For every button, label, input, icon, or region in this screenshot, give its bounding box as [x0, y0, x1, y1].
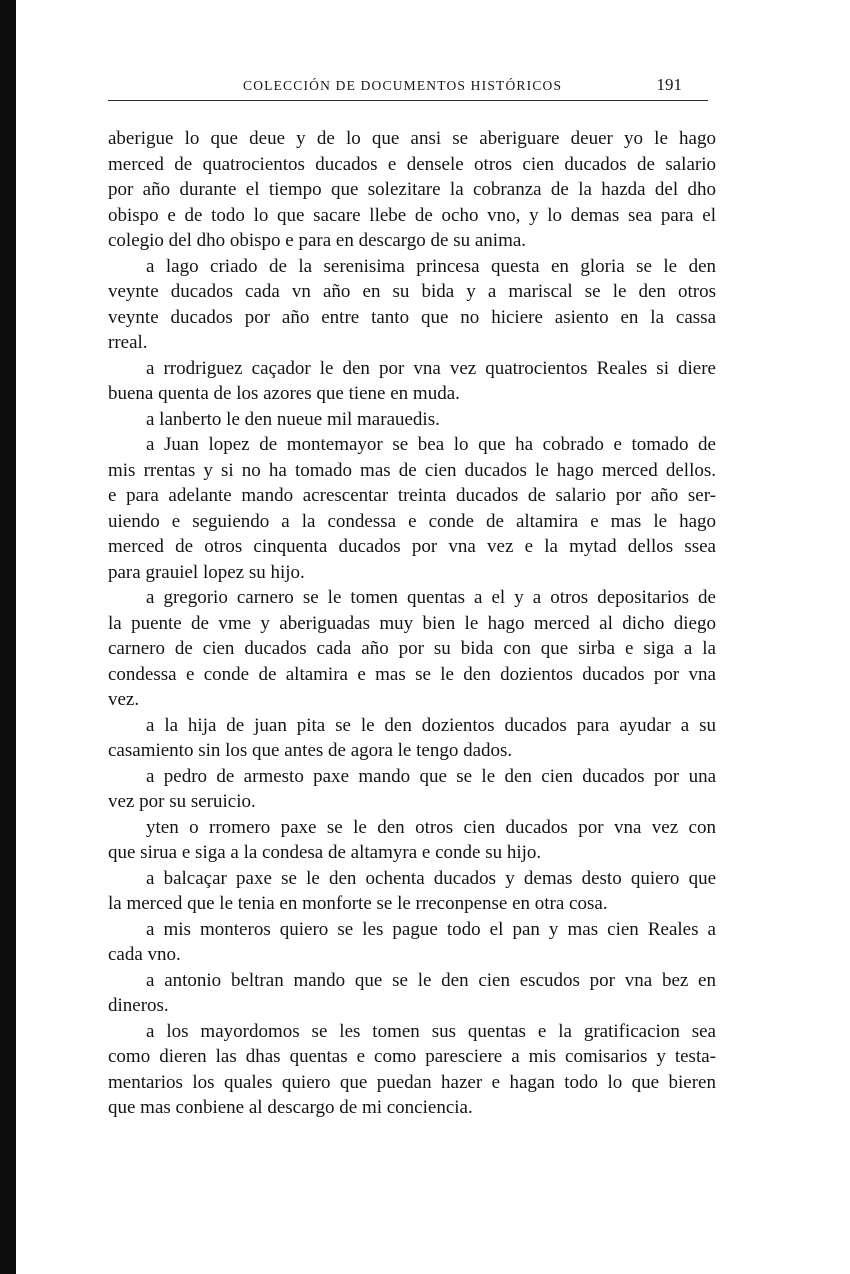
- text-line: condessa e conde de altamira e mas se le den dozientos ducados por vna: [108, 663, 716, 685]
- text-line: e para adelante mando acrescentar treinta ducados de salario por año ser-: [108, 485, 716, 506]
- text-line: vez por su seruicio.: [108, 791, 256, 812]
- text-line: a antonio beltran mando que se le den cien escudos por vna bez en: [146, 969, 716, 991]
- page-number: 191: [656, 75, 682, 94]
- text-line: buena quenta de los azores que tiene en muda.: [108, 383, 460, 404]
- text-line: merced de quatrocientos ducados e densele otros cien ducados de salario: [108, 153, 716, 175]
- text-line: obispo e de todo lo que sacare llebe de ocho vno, y lo demas sea para el: [108, 204, 716, 226]
- text-line: carnero de cien ducados cada año por su bida con que sirba e siga a la: [108, 638, 716, 659]
- running-title: COLECCIÓN DE DOCUMENTOS HISTÓRICOS: [243, 78, 563, 93]
- text-line: a Juan lopez de montemayor se bea lo que ha cobrado e tomado de: [146, 434, 716, 455]
- text-line: a lago criado de la serenisima princesa questa en gloria se le den: [146, 255, 716, 277]
- page-edge-shadow: [0, 0, 16, 1274]
- document-body: [108, 126, 716, 1121]
- text-line: colegio del dho obispo e para en descargo de su anima.: [108, 230, 527, 251]
- text-line: vez.: [108, 689, 140, 710]
- text-line: para grauiel lopez su hijo.: [108, 561, 305, 583]
- text-line: mis rrentas y si no ha tomado mas de cien ducados le hago merced dellos.: [108, 459, 716, 481]
- text-line: veynte ducados cada vn año en su bida y a mariscal se le den otros: [108, 281, 716, 302]
- text-line: que mas conbiene al descargo de mi conciencia.: [108, 1097, 473, 1118]
- text-line: a la hija de juan pita se le den dozientos ducados para ayudar a su: [146, 714, 716, 736]
- text-line: dineros.: [108, 995, 169, 1016]
- text-line: yten o rromero paxe se le den otros cien ducados por vna vez con: [146, 816, 716, 838]
- text-line: mentarios los quales quiero que puedan hazer e hagan todo lo que bieren: [108, 1071, 716, 1093]
- text-line: a los mayordomos se les tomen sus quentas e la gratificacion sea: [146, 1020, 716, 1042]
- text-line: rreal.: [108, 332, 148, 353]
- text-line: casamiento sin los que antes de agora le tengo dados.: [108, 740, 513, 761]
- text-line: a mis monteros quiero se les pague todo el pan y mas cien Reales a: [146, 918, 716, 940]
- text-line: veynte ducados por año entre tanto que no hiciere asiento en la cassa: [108, 306, 716, 328]
- text-line: a pedro de armesto paxe mando que se le den cien ducados por una: [146, 765, 716, 787]
- text-line: aberigue lo que deue y de lo que ansi se aberiguare deuer yo le hago: [108, 128, 716, 149]
- text-line: la merced que le tenia en monforte se le rreconpense en otra cosa.: [108, 893, 608, 914]
- text-line: a lanberto le den nueue mil marauedis.: [146, 408, 440, 430]
- page-header: [108, 74, 708, 101]
- text-line: merced de otros cinquenta ducados por vna vez e la mytad dellos ssea: [108, 536, 716, 557]
- text-line: uiendo e seguiendo a la condessa e conde de altamira e mas le hago: [108, 510, 716, 532]
- text-line: por año durante el tiempo que solezitare la cobranza de la hazda del dho: [108, 179, 716, 200]
- text-line: a rrodriguez caçador le den por vna vez quatrocientos Reales si diere: [146, 357, 716, 379]
- text-line: que sirua e siga a la condesa de altamyra e conde su hijo.: [108, 842, 542, 863]
- text-line: a gregorio carnero se le tomen quentas a el y a otros depositarios de: [146, 587, 716, 608]
- text-line: como dieren las dhas quentas e como paresciere a mis comisarios y testa-: [108, 1046, 716, 1067]
- text-line: la puente de vme y aberiguadas muy bien le hago merced al dicho diego: [108, 612, 716, 634]
- text-line: a balcaçar paxe se le den ochenta ducados y demas desto quiero que: [146, 867, 716, 889]
- text-line: cada vno.: [108, 944, 181, 965]
